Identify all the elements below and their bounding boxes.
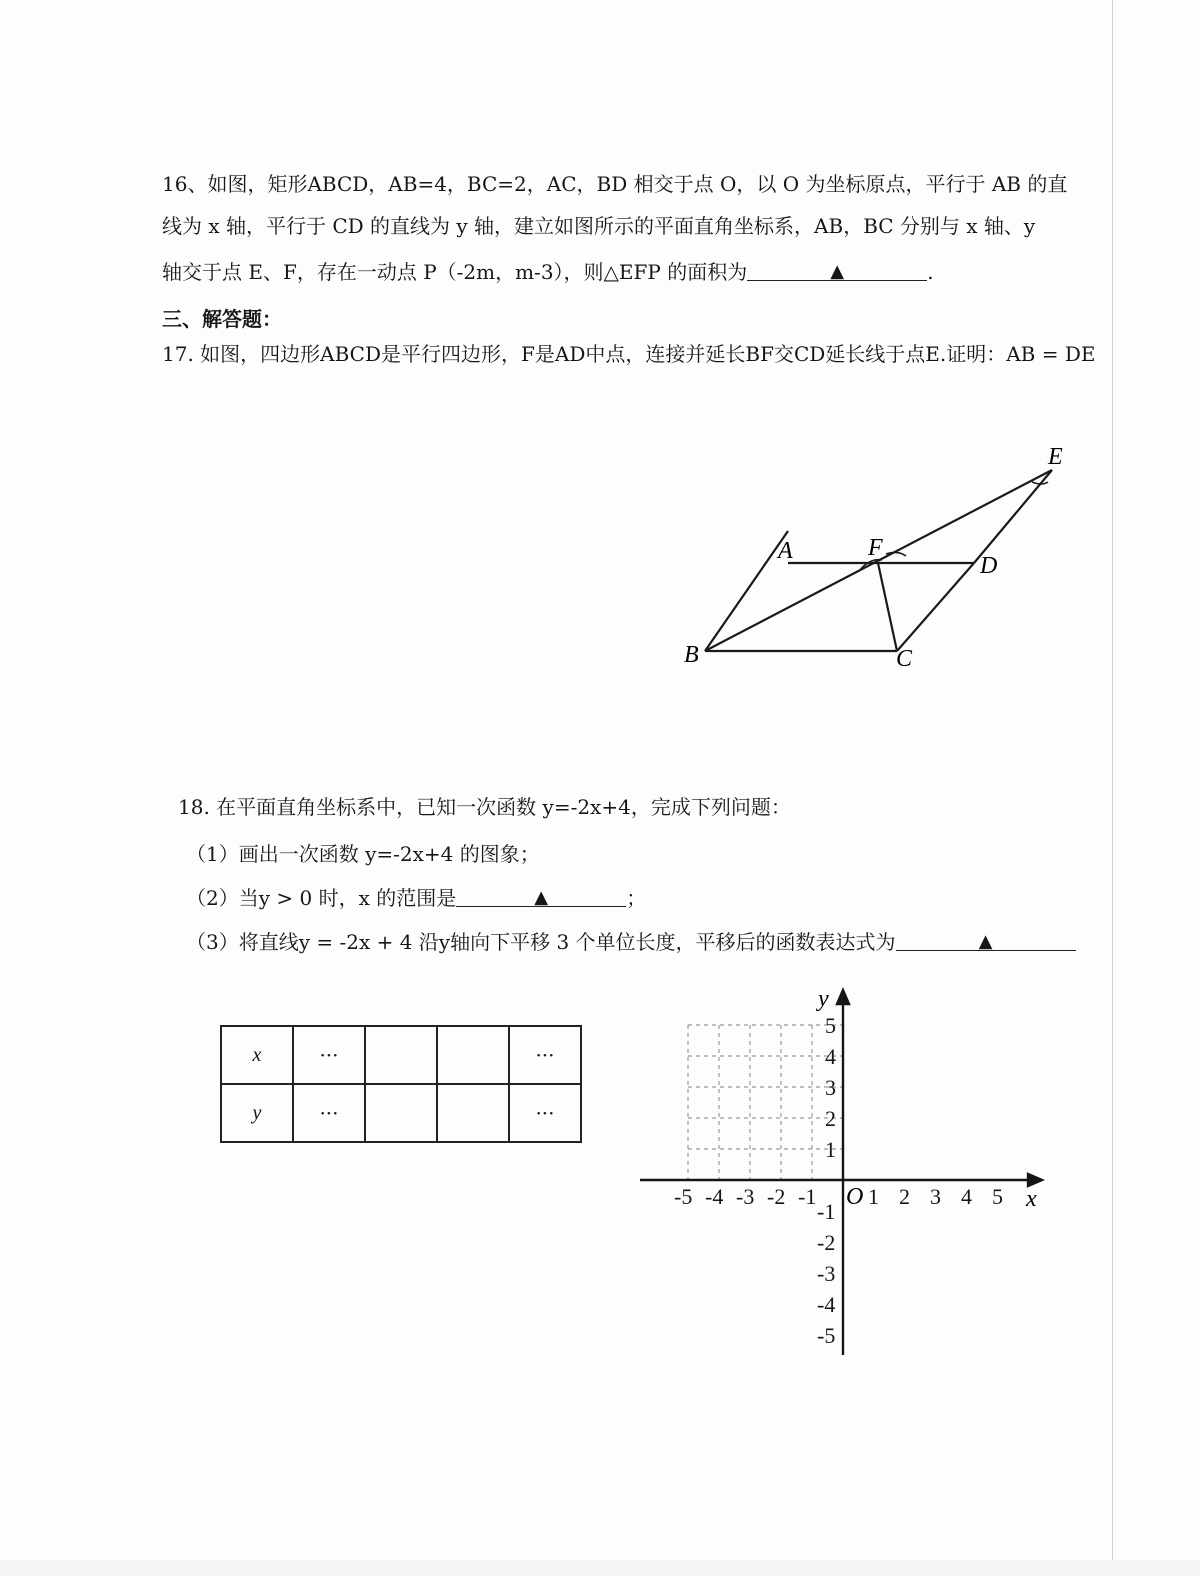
table-cell: ··· xyxy=(293,1026,365,1084)
label-f: F xyxy=(868,535,883,561)
x-tick-label: 2 xyxy=(899,1184,910,1209)
table-cell: y xyxy=(221,1084,293,1142)
label-b: B xyxy=(684,642,699,668)
label-a: A xyxy=(778,538,793,564)
answer-mark-icon: ▲ xyxy=(534,887,549,908)
y-tick-label: -4 xyxy=(817,1292,836,1317)
table-cell: x xyxy=(221,1026,293,1084)
label-e: E xyxy=(1048,444,1063,470)
coordinate-plane xyxy=(630,980,1060,1370)
origin-label: O xyxy=(846,1184,864,1210)
q18-intro: 18. 在平面直角坐标系中，已知一次函数 y=-2x+4，完成下列问题： xyxy=(178,795,791,819)
q16-line3 xyxy=(162,258,934,286)
q18-part3 xyxy=(186,928,1076,956)
x-tick-label: 3 xyxy=(930,1184,941,1209)
table-cell: ··· xyxy=(509,1026,581,1084)
x-axis-arrow-icon xyxy=(1028,1174,1042,1186)
x-axis-label: x xyxy=(1026,1186,1037,1212)
table-cell[interactable] xyxy=(365,1084,437,1142)
page-bottom-edge xyxy=(0,1560,1200,1576)
label-c: C xyxy=(896,646,913,672)
y-tick-label: -2 xyxy=(817,1230,836,1255)
y-tick-label: -1 xyxy=(817,1199,836,1224)
table-cell: ··· xyxy=(509,1084,581,1142)
q16-line2: 线为 x 轴，平行于 CD 的直线为 y 轴，建立如图所示的平面直角坐标系，AB，BC 分别与 x 轴、y xyxy=(162,214,1036,238)
y-tick-label: -5 xyxy=(817,1323,836,1348)
y-axis-label: y xyxy=(818,986,829,1012)
q18-part2-blank[interactable] xyxy=(456,884,626,907)
y-tick-label: 2 xyxy=(825,1106,836,1131)
x-tick-label: -2 xyxy=(767,1184,786,1209)
q17-figure xyxy=(660,430,1100,680)
q18-part3-blank[interactable] xyxy=(896,928,1076,951)
x-tick-label: 4 xyxy=(961,1184,972,1209)
y-axis-arrow-icon xyxy=(837,990,849,1004)
q18-part3-text: （3）将直线y = -2x + 4 沿y轴向下平移 3 个单位长度，平移后的函数表达式为 xyxy=(186,930,896,954)
answer-mark-icon: ▲ xyxy=(830,261,845,282)
value-table xyxy=(220,1025,582,1143)
y-tick-label: -3 xyxy=(817,1261,836,1286)
segment-ab xyxy=(705,531,788,651)
q16-line1: 16、如图，矩形ABCD，AB=4，BC=2，AC，BD 相交于点 O，以 O 为坐标原点，平行于 AB 的直 xyxy=(162,172,1068,196)
x-tick-label: 1 xyxy=(868,1184,879,1209)
segment-fc xyxy=(878,563,897,651)
x-tick-label: 5 xyxy=(992,1184,1003,1209)
table-cell[interactable] xyxy=(437,1026,509,1084)
table-cell[interactable] xyxy=(437,1084,509,1142)
q16-answer-blank[interactable] xyxy=(747,258,927,281)
table-cell: ··· xyxy=(293,1084,365,1142)
y-tick-label: 3 xyxy=(825,1075,836,1100)
answer-mark-icon: ▲ xyxy=(978,931,993,952)
y-tick-label: 1 xyxy=(825,1137,836,1162)
x-tick-label: -3 xyxy=(736,1184,755,1209)
table-cell[interactable] xyxy=(365,1026,437,1084)
x-tick-label: -5 xyxy=(674,1184,693,1209)
y-tick-label: 4 xyxy=(825,1044,836,1069)
section-title: 三、解答题： xyxy=(162,307,282,331)
y-tick-label: 5 xyxy=(825,1013,836,1038)
q18-part2-text: （2）当y > 0 时，x 的范围是 xyxy=(186,886,457,910)
q17-text: 17. 如图，四边形ABCD是平行四边形，F是AD中点，连接并延长BF交CD延长线于点E.证明：AB = DE xyxy=(162,342,1096,366)
segment-cd xyxy=(897,563,974,651)
q16-line3-end: . xyxy=(927,260,934,284)
x-tick-label: -4 xyxy=(705,1184,724,1209)
label-d: D xyxy=(980,553,998,579)
table-row-x xyxy=(221,1026,581,1084)
table-row-y xyxy=(221,1084,581,1142)
q18-part2 xyxy=(186,884,646,912)
q18-part1: （1）画出一次函数 y=-2x+4 的图象； xyxy=(186,842,540,866)
q16-line3-text: 轴交于点 E、F，存在一动点 P（-2m，m-3），则△EFP 的面积为 xyxy=(162,260,748,284)
q18-part2-end: ； xyxy=(626,886,647,910)
page-edge xyxy=(1112,0,1113,1576)
x-tick-label: -1 xyxy=(798,1184,817,1209)
